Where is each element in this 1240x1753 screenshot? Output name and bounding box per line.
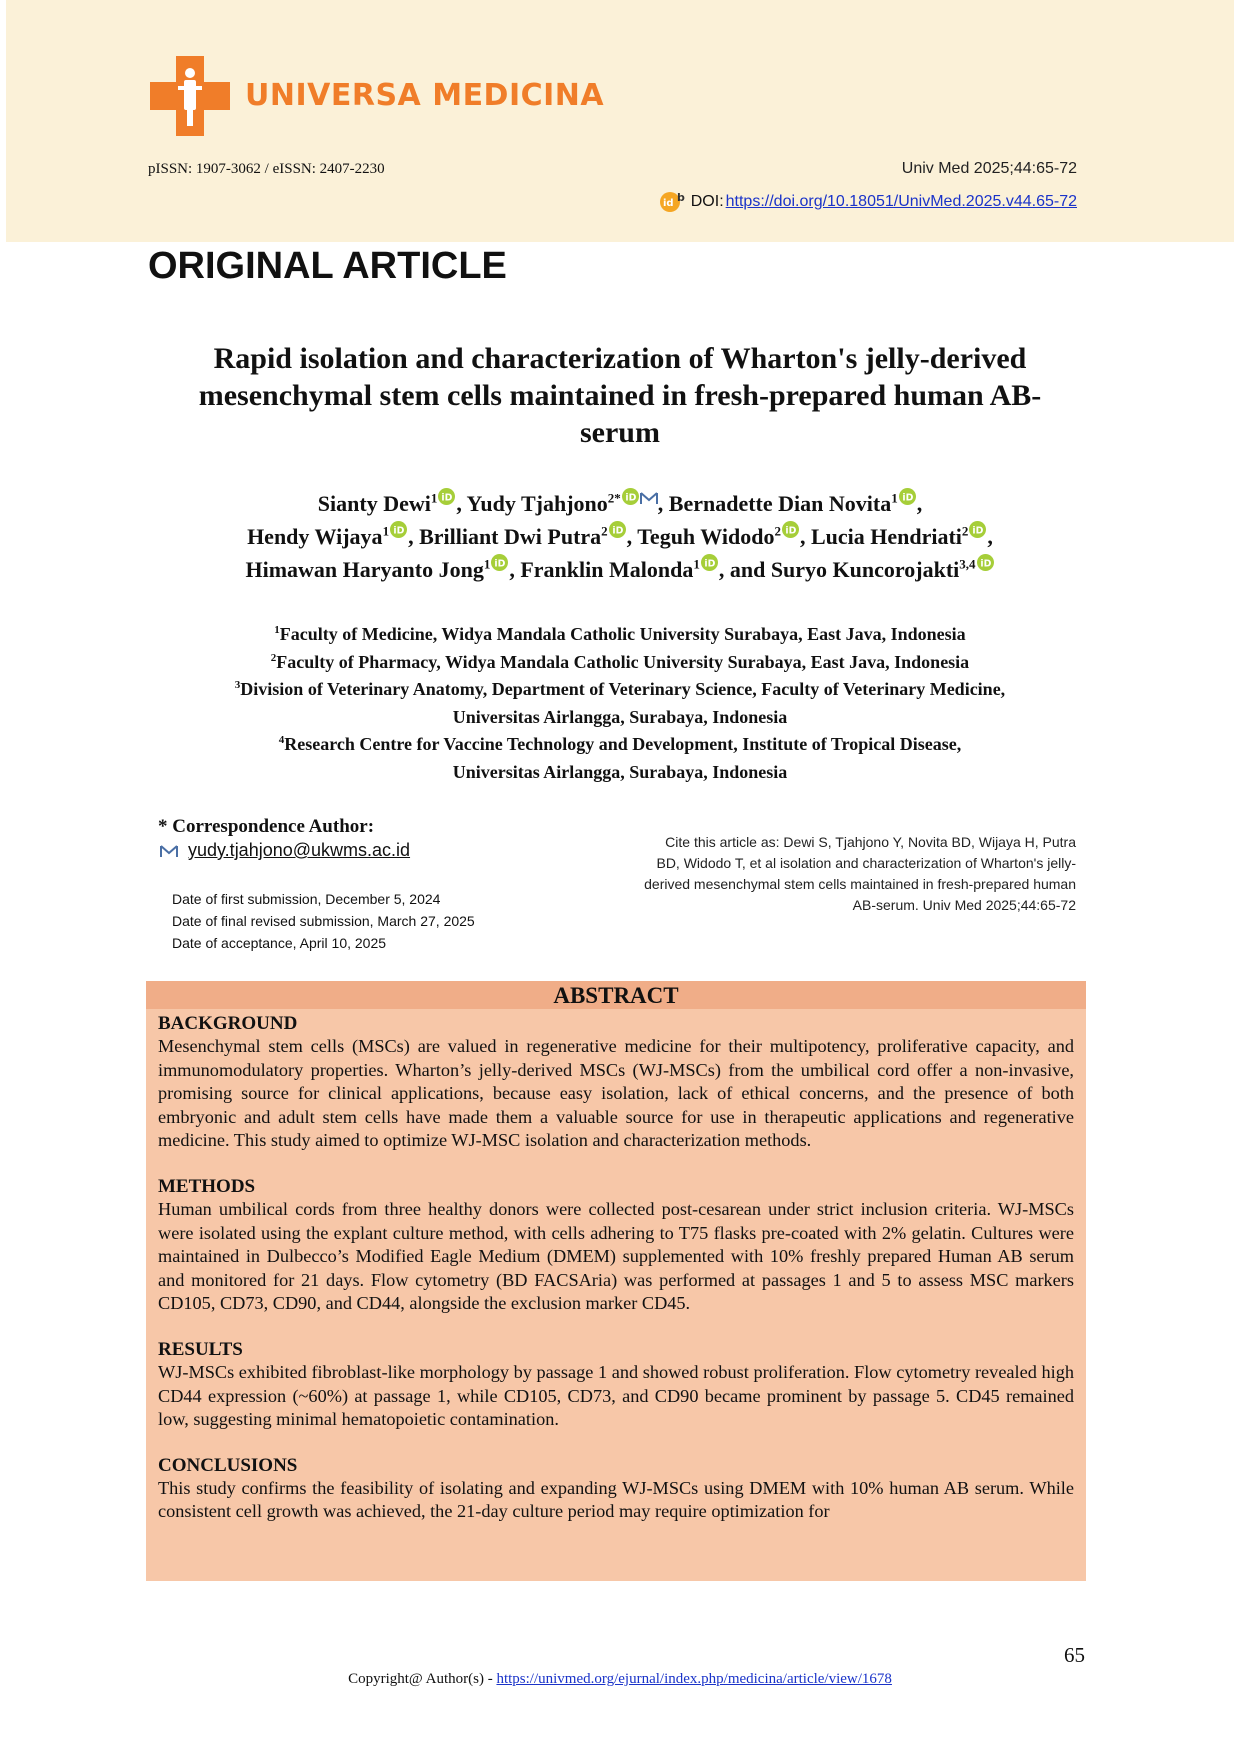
doi-icon (659, 191, 687, 213)
mail-icon[interactable] (640, 491, 658, 505)
author-name: Franklin Malonda (520, 557, 694, 582)
correspondence-email[interactable]: yudy.tjahjono@ukwms.ac.id (188, 840, 411, 860)
author-name: Sianty Dewi (317, 491, 431, 516)
orcid-icon[interactable] (609, 521, 626, 538)
svg-text:iD: iD (494, 558, 506, 570)
doi-link[interactable]: https://doi.org/10.18051/UnivMed.2025.v44.65-72 (725, 193, 1077, 210)
orcid-icon[interactable] (969, 521, 986, 538)
author-list: Sianty Dewi$^1$ iD , Yudy Tjahjono$^{2*}$ iD , Bernadette Dian Novita$^1$ iD , Hendy Wijaya$^1$ iD , Brilliant Dwi Putra$^2$ iD , Teguh Widodo$^2$ iD , Lucia Hendriati$^2$ iD , Himawan Haryanto Jong$^1$ iD , Franklin Malonda$^1$ iD , and Suryo Kuncorojakti$^{3,4}$ iD (150, 487, 1090, 586)
issn: pISSN: 1907-3062 / eISSN: 2407-2230 (148, 161, 385, 177)
author-name: Suryo Kuncorojakti (770, 557, 960, 582)
affiliations (150, 621, 1090, 786)
orcid-icon[interactable] (782, 521, 799, 538)
author-name: Hendy Wijaya (247, 524, 383, 549)
section-heading-results: RESULTS (158, 1338, 243, 1360)
doi-label: DOI: (690, 193, 724, 210)
page-number: 65 (1064, 1643, 1085, 1667)
affiliation: $^1$Faculty of Medicine, Widya Mandala Catholic University Surabaya, East Java, Indonesia (274, 624, 966, 644)
orcid-icon[interactable] (390, 521, 407, 538)
svg-text:id: id (662, 198, 674, 209)
svg-text:iD: iD (979, 558, 991, 570)
svg-text:iD: iD (785, 525, 797, 537)
author-name: Brilliant Dwi Putra (419, 524, 602, 549)
journal-logo (150, 56, 230, 136)
mail-icon (160, 844, 178, 858)
svg-text:iD: iD (393, 525, 405, 537)
abstract-heading: ABSTRACT (146, 981, 1086, 1009)
citation-short: Univ Med 2025;44:65-72 (901, 160, 1077, 177)
section-heading-background: BACKGROUND (158, 1013, 298, 1034)
author-name: Bernadette Dian Novita (668, 491, 892, 516)
correspondence-email-row (160, 840, 410, 861)
svg-text:iD: iD (704, 558, 716, 570)
section-text-conclusions: This study confirms the feasibility of isolating and expanding WJ-MSCs using DMEM with 10% human AB serum. While consistent cell growth was achieved, the 21-day culture period may require optimization for (158, 1477, 1074, 1522)
copyright-footer (0, 1671, 1240, 1688)
svg-text:iD: iD (441, 492, 453, 504)
affiliation: $^3$Division of Veterinary Anatomy, Department of Veterinary Science, Faculty of Veterinary Medicine, Universitas Airlangga, Surabaya, Indonesia (234, 679, 1006, 727)
section-text-results: WJ-MSCs exhibited fibroblast-like morphology by passage 1 and showed robust proliferation. Flow cytometry revealed high CD44 expression (~60%) at passage 1, while CD105, CD73, and CD90 became prominent by passage 5. CD45 remained low, suggesting minimal hematopoietic contamination. (158, 1361, 1074, 1430)
correspondence-title: * Correspondence Author: (158, 816, 375, 837)
author-name: Yudy Tjahjono (466, 491, 608, 516)
svg-text:iD: iD (612, 525, 624, 537)
orcid-icon[interactable] (977, 554, 994, 571)
cite-this-article: Cite this article as: Dewi S, Tjahjono Y, Novita BD, Wijaya H, Putra BD, Widodo T, et al isolation and characterization of Wharton's jelly-derived mesenchymal stem cells maintained in fresh-prepared human AB-serum. Univ Med 2025;44:65-72 (644, 834, 1076, 913)
article-type: ORIGINAL ARTICLE (148, 245, 507, 287)
article-url-link[interactable]: https://univmed.org/ejurnal/index.php/medicina/article/view/1678 (496, 1671, 892, 1687)
author-name: Himawan Haryanto Jong (245, 557, 484, 582)
orcid-icon[interactable] (701, 554, 718, 571)
article-title: Rapid isolation and characterization of Wharton's jelly-derived mesenchymal stem cells maintained in fresh-prepared human AB-serum (198, 342, 1042, 449)
orcid-icon[interactable] (899, 488, 916, 505)
date-first-submission: Date of first submission, December 5, 2024 (172, 891, 441, 907)
author-name: Teguh Widodo (637, 524, 775, 549)
svg-text:iD: iD (625, 492, 637, 504)
section-heading-methods: METHODS (158, 1175, 256, 1197)
section-text-background: Mesenchymal stem cells (MSCs) are valued in regenerative medicine for their multipotency, proliferative capacity, and immunomodulatory properties. Wharton’s jelly-derived MSCs (WJ-MSCs) from the umbilical cord offer a non-invasive, promising source for clinical applications, because easy isolation, lack of ethical concerns, and the presence of both embryonic and adult stem cells have made them a valuable source for use in therapeutic applications and regenerative medicine. This study aimed to optimize WJ-MSC isolation and characterization methods. (158, 1036, 1074, 1151)
submission-dates (172, 888, 475, 954)
copyright-text: Copyright@ Author(s) - (348, 1671, 497, 1687)
orcid-icon[interactable] (491, 554, 508, 571)
orcid-icon[interactable] (622, 488, 639, 505)
doi-line (659, 191, 1077, 213)
author-name: Lucia Hendriati (810, 524, 962, 549)
section-text-methods: Human umbilical cords from three healthy donors were collected post-cesarean under strict inclusion criteria. WJ-MSCs were isolated using the explant culture method, with cells adhering to T75 flasks pre-coated with 2% gelatin. Cultures were maintained in Dulbecco’s Modified Eagle Medium (DMEM) supplemented with 10% freshly prepared Human AB serum and monitored for 21 days. Flow cytometry (BD FACSAria) was performed at passages 1 and 5 to assess MSC markers CD105, CD73, CD90, and CD44, alongside the exclusion marker CD45. (158, 1198, 1074, 1314)
journal-name: UNIVERSA MEDICINA (245, 78, 605, 113)
abstract-box (146, 981, 1086, 1581)
orcid-icon[interactable] (438, 488, 455, 505)
affiliation: $^2$Faculty of Pharmacy, Widya Mandala Catholic University Surabaya, East Java, Indonesia (270, 651, 970, 672)
date-acceptance: Date of acceptance, April 10, 2025 (172, 935, 387, 951)
date-revised-submission: Date of final revised submission, March 27, 2025 (172, 913, 475, 929)
svg-text:b: b (676, 191, 685, 204)
affiliation: $^4$Research Centre for Vaccine Technology and Development, Institute of Tropical Disease, Universitas Airlangga, Surabaya, Indonesia (278, 734, 962, 782)
svg-text:iD: iD (972, 525, 984, 537)
svg-text:iD: iD (902, 492, 914, 504)
section-heading-conclusions: CONCLUSIONS (158, 1454, 298, 1476)
